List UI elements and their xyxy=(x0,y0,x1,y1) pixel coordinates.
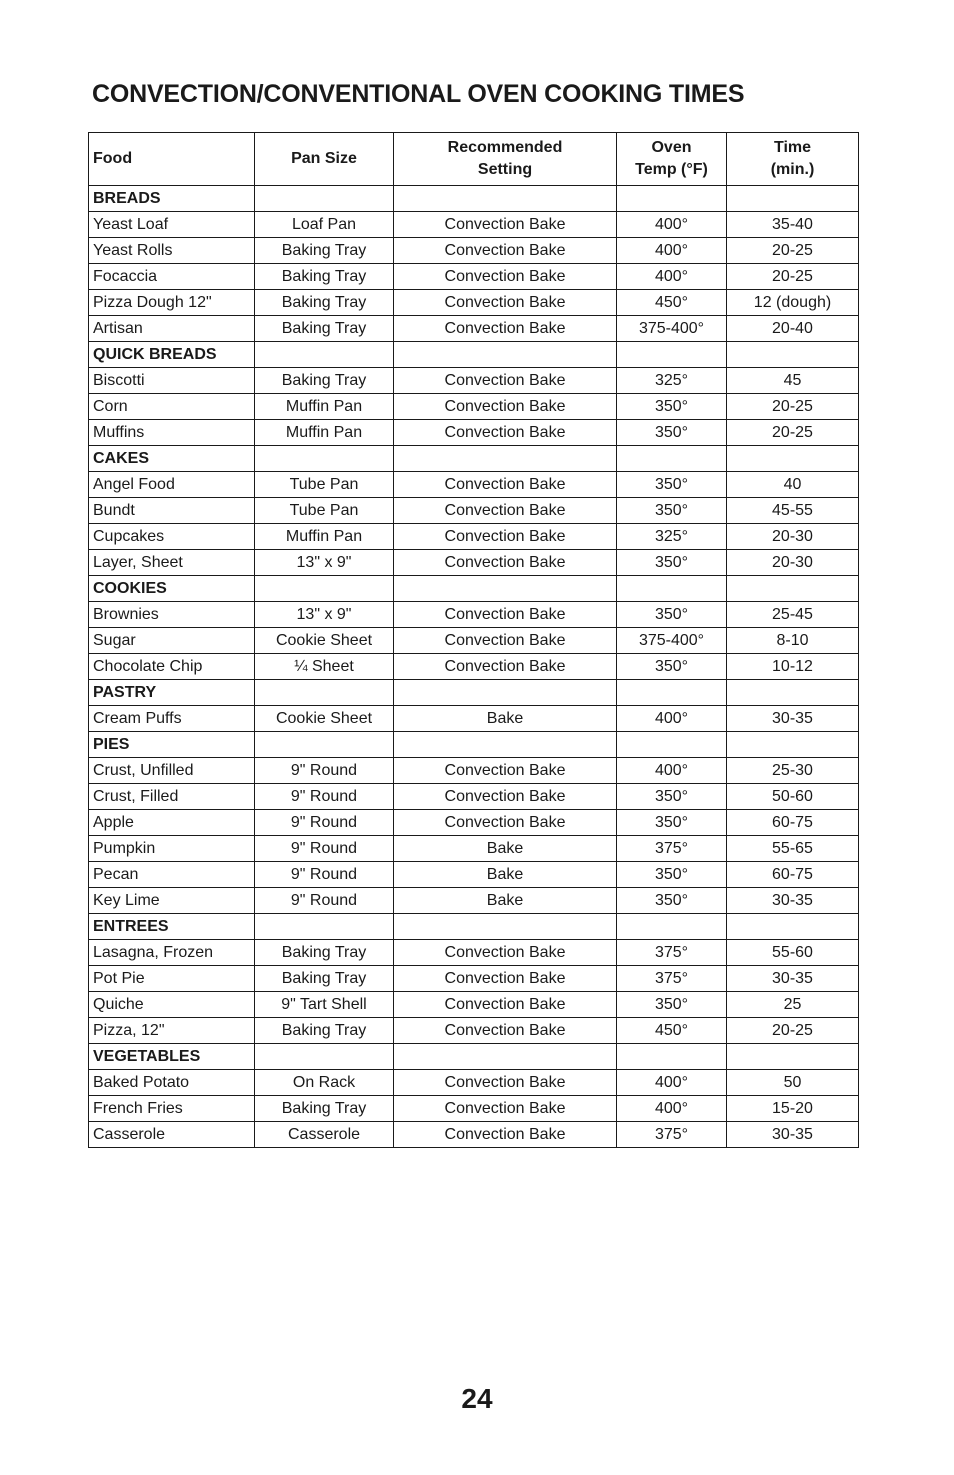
cell-food: Cupcakes xyxy=(89,524,255,550)
cell-food: Layer, Sheet xyxy=(89,550,255,576)
cell-food: Pizza, 12" xyxy=(89,1018,255,1044)
cell-food: Pizza Dough 12" xyxy=(89,290,255,316)
category-empty-cell xyxy=(727,186,859,212)
category-empty-cell xyxy=(727,914,859,940)
cell-food: Chocolate Chip xyxy=(89,654,255,680)
cell-time: 55-65 xyxy=(727,836,859,862)
cell-pan-size: Baking Tray xyxy=(255,238,394,264)
cell-pan-size: Baking Tray xyxy=(255,264,394,290)
cell-time: 30-35 xyxy=(727,966,859,992)
table-row xyxy=(89,810,859,836)
cell-oven-temp: 350° xyxy=(617,394,727,420)
category-label: PASTRY xyxy=(89,680,255,706)
table-body xyxy=(89,186,859,1148)
cell-pan-size: 9" Round xyxy=(255,862,394,888)
cell-time: 20-30 xyxy=(727,524,859,550)
cell-food: Baked Potato xyxy=(89,1070,255,1096)
cell-time: 30-35 xyxy=(727,1122,859,1148)
cell-oven-temp: 375-400° xyxy=(617,628,727,654)
category-row xyxy=(89,342,859,368)
category-empty-cell xyxy=(255,186,394,212)
cell-setting: Convection Bake xyxy=(394,498,617,524)
cell-time: 60-75 xyxy=(727,862,859,888)
cell-time: 20-25 xyxy=(727,238,859,264)
cell-food: Yeast Loaf xyxy=(89,212,255,238)
cell-time: 30-35 xyxy=(727,706,859,732)
cell-oven-temp: 350° xyxy=(617,992,727,1018)
cell-time: 50 xyxy=(727,1070,859,1096)
cell-food: Casserole xyxy=(89,1122,255,1148)
cooking-times-table xyxy=(88,132,859,1148)
table-row xyxy=(89,1096,859,1122)
cell-oven-temp: 375° xyxy=(617,940,727,966)
cell-setting: Convection Bake xyxy=(394,420,617,446)
category-empty-cell xyxy=(617,186,727,212)
cell-pan-size: 9" Round xyxy=(255,836,394,862)
cell-time: 8-10 xyxy=(727,628,859,654)
cell-time: 12 (dough) xyxy=(727,290,859,316)
cell-oven-temp: 400° xyxy=(617,264,727,290)
cell-pan-size: 9" Round xyxy=(255,810,394,836)
category-empty-cell xyxy=(727,680,859,706)
table-row xyxy=(89,602,859,628)
cell-pan-size: On Rack xyxy=(255,1070,394,1096)
table-row xyxy=(89,238,859,264)
cell-food: Focaccia xyxy=(89,264,255,290)
header-time: Time (min.) xyxy=(727,133,859,186)
cell-setting: Bake xyxy=(394,706,617,732)
header-pan-size: Pan Size xyxy=(255,133,394,186)
cell-food: Muffins xyxy=(89,420,255,446)
cell-setting: Convection Bake xyxy=(394,524,617,550)
cell-setting: Convection Bake xyxy=(394,784,617,810)
category-empty-cell xyxy=(617,1044,727,1070)
cell-time: 20-25 xyxy=(727,1018,859,1044)
cell-oven-temp: 400° xyxy=(617,758,727,784)
table-row xyxy=(89,758,859,784)
category-empty-cell xyxy=(255,446,394,472)
table-row xyxy=(89,290,859,316)
cell-food: Pumpkin xyxy=(89,836,255,862)
cell-food: Corn xyxy=(89,394,255,420)
cell-setting: Convection Bake xyxy=(394,264,617,290)
category-empty-cell xyxy=(727,342,859,368)
cell-setting: Convection Bake xyxy=(394,810,617,836)
cell-pan-size: Loaf Pan xyxy=(255,212,394,238)
cell-food: Biscotti xyxy=(89,368,255,394)
cell-oven-temp: 375° xyxy=(617,966,727,992)
category-empty-cell xyxy=(617,446,727,472)
cell-setting: Convection Bake xyxy=(394,1122,617,1148)
table-row xyxy=(89,472,859,498)
cell-time: 20-25 xyxy=(727,420,859,446)
cell-setting: Convection Bake xyxy=(394,550,617,576)
cell-setting: Convection Bake xyxy=(394,1070,617,1096)
cell-oven-temp: 400° xyxy=(617,212,727,238)
cell-oven-temp: 350° xyxy=(617,420,727,446)
table-header-row xyxy=(89,133,859,186)
cell-time: 15-20 xyxy=(727,1096,859,1122)
table-row xyxy=(89,992,859,1018)
category-empty-cell xyxy=(394,446,617,472)
cell-time: 60-75 xyxy=(727,810,859,836)
cell-oven-temp: 350° xyxy=(617,810,727,836)
category-empty-cell xyxy=(394,342,617,368)
cell-food: Cream Puffs xyxy=(89,706,255,732)
table-row xyxy=(89,628,859,654)
category-empty-cell xyxy=(255,914,394,940)
cell-setting: Convection Bake xyxy=(394,992,617,1018)
category-empty-cell xyxy=(617,576,727,602)
cell-setting: Convection Bake xyxy=(394,472,617,498)
cell-setting: Convection Bake xyxy=(394,238,617,264)
table-row xyxy=(89,420,859,446)
cell-oven-temp: 350° xyxy=(617,888,727,914)
category-empty-cell xyxy=(727,446,859,472)
cell-setting: Convection Bake xyxy=(394,290,617,316)
cell-time: 55-60 xyxy=(727,940,859,966)
category-empty-cell xyxy=(617,914,727,940)
cell-food: Crust, Filled xyxy=(89,784,255,810)
cell-setting: Convection Bake xyxy=(394,940,617,966)
cell-setting: Bake xyxy=(394,888,617,914)
cell-pan-size: 9" Tart Shell xyxy=(255,992,394,1018)
cell-time: 20-40 xyxy=(727,316,859,342)
cell-setting: Convection Bake xyxy=(394,1018,617,1044)
cell-time: 35-40 xyxy=(727,212,859,238)
category-empty-cell xyxy=(394,732,617,758)
cell-food: Apple xyxy=(89,810,255,836)
category-row xyxy=(89,732,859,758)
cell-oven-temp: 400° xyxy=(617,238,727,264)
category-empty-cell xyxy=(727,576,859,602)
cell-time: 45 xyxy=(727,368,859,394)
category-label: QUICK BREADS xyxy=(89,342,255,368)
cell-pan-size: 9" Round xyxy=(255,888,394,914)
cell-setting: Convection Bake xyxy=(394,316,617,342)
category-empty-cell xyxy=(617,342,727,368)
category-empty-cell xyxy=(727,732,859,758)
cell-oven-temp: 350° xyxy=(617,654,727,680)
cell-oven-temp: 400° xyxy=(617,1070,727,1096)
table-row xyxy=(89,212,859,238)
table-row xyxy=(89,888,859,914)
category-empty-cell xyxy=(255,576,394,602)
cell-time: 20-25 xyxy=(727,394,859,420)
cell-pan-size: 13" x 9" xyxy=(255,550,394,576)
table-row xyxy=(89,1122,859,1148)
category-empty-cell xyxy=(255,342,394,368)
category-empty-cell xyxy=(727,1044,859,1070)
table-row xyxy=(89,940,859,966)
cell-food: Pot Pie xyxy=(89,966,255,992)
category-empty-cell xyxy=(394,914,617,940)
table-row xyxy=(89,862,859,888)
cell-setting: Convection Bake xyxy=(394,394,617,420)
cell-time: 25 xyxy=(727,992,859,1018)
cell-pan-size: Tube Pan xyxy=(255,472,394,498)
category-empty-cell xyxy=(255,680,394,706)
category-empty-cell xyxy=(394,680,617,706)
cell-oven-temp: 450° xyxy=(617,290,727,316)
cell-pan-size: 9" Round xyxy=(255,758,394,784)
cell-setting: Convection Bake xyxy=(394,966,617,992)
category-label: COOKIES xyxy=(89,576,255,602)
page-title: CONVECTION/CONVENTIONAL OVEN COOKING TIMES xyxy=(92,80,745,108)
table-row xyxy=(89,1070,859,1096)
cell-time: 20-30 xyxy=(727,550,859,576)
category-empty-cell xyxy=(255,1044,394,1070)
table-row xyxy=(89,264,859,290)
cell-setting: Convection Bake xyxy=(394,1096,617,1122)
cell-pan-size: Baking Tray xyxy=(255,1018,394,1044)
category-empty-cell xyxy=(617,732,727,758)
cell-oven-temp: 450° xyxy=(617,1018,727,1044)
cell-time: 45-55 xyxy=(727,498,859,524)
cell-time: 25-30 xyxy=(727,758,859,784)
category-row xyxy=(89,914,859,940)
cell-pan-size: Cookie Sheet xyxy=(255,706,394,732)
cell-food: Artisan xyxy=(89,316,255,342)
category-row xyxy=(89,576,859,602)
cell-pan-size: Cookie Sheet xyxy=(255,628,394,654)
cell-pan-size: Muffin Pan xyxy=(255,420,394,446)
table-row xyxy=(89,394,859,420)
cell-food: Pecan xyxy=(89,862,255,888)
category-row xyxy=(89,680,859,706)
cell-oven-temp: 350° xyxy=(617,498,727,524)
cell-setting: Convection Bake xyxy=(394,628,617,654)
cell-pan-size: Baking Tray xyxy=(255,368,394,394)
cell-setting: Convection Bake xyxy=(394,602,617,628)
cell-oven-temp: 325° xyxy=(617,524,727,550)
cell-pan-size: Baking Tray xyxy=(255,1096,394,1122)
cell-pan-size: Baking Tray xyxy=(255,290,394,316)
cell-time: 40 xyxy=(727,472,859,498)
category-row xyxy=(89,186,859,212)
cell-setting: Convection Bake xyxy=(394,758,617,784)
cell-setting: Bake xyxy=(394,836,617,862)
category-empty-cell xyxy=(394,186,617,212)
category-label: BREADS xyxy=(89,186,255,212)
cell-setting: Convection Bake xyxy=(394,654,617,680)
cell-time: 50-60 xyxy=(727,784,859,810)
table-row xyxy=(89,654,859,680)
page-number: 24 xyxy=(461,1383,493,1414)
cell-food: Crust, Unfilled xyxy=(89,758,255,784)
table-row xyxy=(89,524,859,550)
cell-pan-size: Baking Tray xyxy=(255,966,394,992)
cell-setting: Convection Bake xyxy=(394,368,617,394)
cell-pan-size: Baking Tray xyxy=(255,940,394,966)
cell-time: 20-25 xyxy=(727,264,859,290)
table-row xyxy=(89,316,859,342)
cell-oven-temp: 350° xyxy=(617,862,727,888)
table-row xyxy=(89,368,859,394)
cell-food: Angel Food xyxy=(89,472,255,498)
cell-time: 10-12 xyxy=(727,654,859,680)
cell-time: 30-35 xyxy=(727,888,859,914)
cell-oven-temp: 375-400° xyxy=(617,316,727,342)
table-row xyxy=(89,706,859,732)
category-label: VEGETABLES xyxy=(89,1044,255,1070)
cell-oven-temp: 400° xyxy=(617,706,727,732)
cell-food: Yeast Rolls xyxy=(89,238,255,264)
cell-setting: Bake xyxy=(394,862,617,888)
cell-pan-size: Baking Tray xyxy=(255,316,394,342)
cell-pan-size: 13" x 9" xyxy=(255,602,394,628)
cell-oven-temp: 400° xyxy=(617,1096,727,1122)
cell-oven-temp: 375° xyxy=(617,1122,727,1148)
cell-oven-temp: 350° xyxy=(617,472,727,498)
cell-pan-size: Casserole xyxy=(255,1122,394,1148)
cell-food: Sugar xyxy=(89,628,255,654)
category-label: ENTREES xyxy=(89,914,255,940)
cell-food: French Fries xyxy=(89,1096,255,1122)
cell-food: Quiche xyxy=(89,992,255,1018)
header-oven-temp: Oven Temp (°F) xyxy=(617,133,727,186)
category-empty-cell xyxy=(617,680,727,706)
category-empty-cell xyxy=(394,576,617,602)
category-row xyxy=(89,1044,859,1070)
cell-oven-temp: 350° xyxy=(617,602,727,628)
header-food: Food xyxy=(89,133,255,186)
cell-oven-temp: 375° xyxy=(617,836,727,862)
cell-pan-size: 9" Round xyxy=(255,784,394,810)
table-row xyxy=(89,550,859,576)
cell-food: Lasagna, Frozen xyxy=(89,940,255,966)
category-empty-cell xyxy=(255,732,394,758)
cell-oven-temp: 350° xyxy=(617,550,727,576)
category-row xyxy=(89,446,859,472)
cell-time: 25-45 xyxy=(727,602,859,628)
cell-pan-size: Muffin Pan xyxy=(255,394,394,420)
category-empty-cell xyxy=(394,1044,617,1070)
table-row xyxy=(89,836,859,862)
cell-setting: Convection Bake xyxy=(394,212,617,238)
cell-food: Bundt xyxy=(89,498,255,524)
category-label: CAKES xyxy=(89,446,255,472)
table-row xyxy=(89,1018,859,1044)
cell-pan-size: Tube Pan xyxy=(255,498,394,524)
table-row xyxy=(89,498,859,524)
table-row xyxy=(89,966,859,992)
cell-pan-size: Muffin Pan xyxy=(255,524,394,550)
cell-oven-temp: 350° xyxy=(617,784,727,810)
cell-pan-size: ¼ Sheet xyxy=(255,654,394,680)
cell-oven-temp: 325° xyxy=(617,368,727,394)
category-label: PIES xyxy=(89,732,255,758)
header-setting: Recommended Setting xyxy=(394,133,617,186)
cell-food: Key Lime xyxy=(89,888,255,914)
table-row xyxy=(89,784,859,810)
cell-food: Brownies xyxy=(89,602,255,628)
